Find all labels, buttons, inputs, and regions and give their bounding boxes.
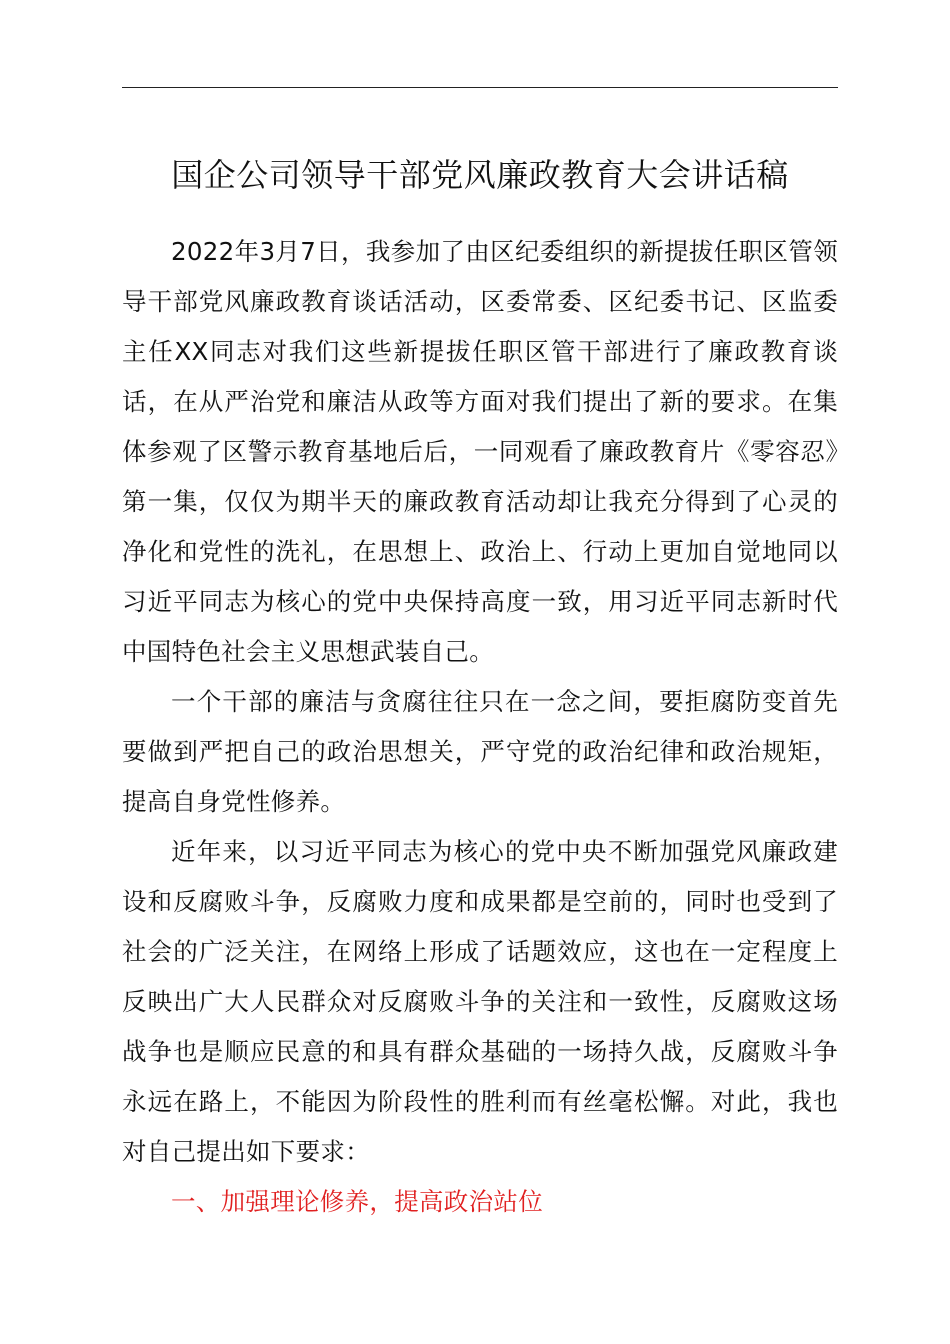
paragraph-3: 近年来，以习近平同志为核心的党中央不断加强党风廉政建设和反腐败斗争，反腐败力度和成果都是空前的，同时也受到了社会的广泛关注，在网络上形成了话题效应，这也在一定程度上反映出广大人民群众对反腐败斗争的关注和一致性，反腐败这场战争也是顺应民意的和具有群众基础的一场持久战，反腐败斗争永远在路上，不能因为阶段性的胜利而有丝毫松懈。对此，我也对自己提出如下要求： (122, 837, 838, 1166)
section-heading: 一、加强理论修养，提高政治站位 (171, 1187, 543, 1216)
document-title: 国企公司领导干部党风廉政教育大会讲话稿 (171, 156, 789, 194)
paragraph-1: 2022年3月7日，我参加了由区纪委组织的新提拔任职区管领导干部党风廉政教育谈话活动，区委常委、区纪委书记、区监委主任XX同志对我们这些新提拔任职区管干部进行了廉政教育谈话，在从严治党和廉洁从政等方面对我们提出了新的要求。在集体参观了区警示教育基地后后，一同观看了廉政教育片《零容忍》第一集，仅仅为期半天的廉政教育活动却让我充分得到了心灵的净化和党性的洗礼，在思想上、政治上、行动上更加自觉地同以习近平同志为核心的党中央保持高度一致，用习近平同志新时代中国特色社会主义思想武装自己。 (122, 237, 838, 666)
document-body (122, 227, 838, 1227)
header-rule (122, 87, 838, 88)
paragraph-2: 一个干部的廉洁与贪腐往往只在一念之间，要拒腐防变首先要做到严把自己的政治思想关，严守党的政治纪律和政治规矩，提高自身党性修养。 (122, 687, 838, 816)
